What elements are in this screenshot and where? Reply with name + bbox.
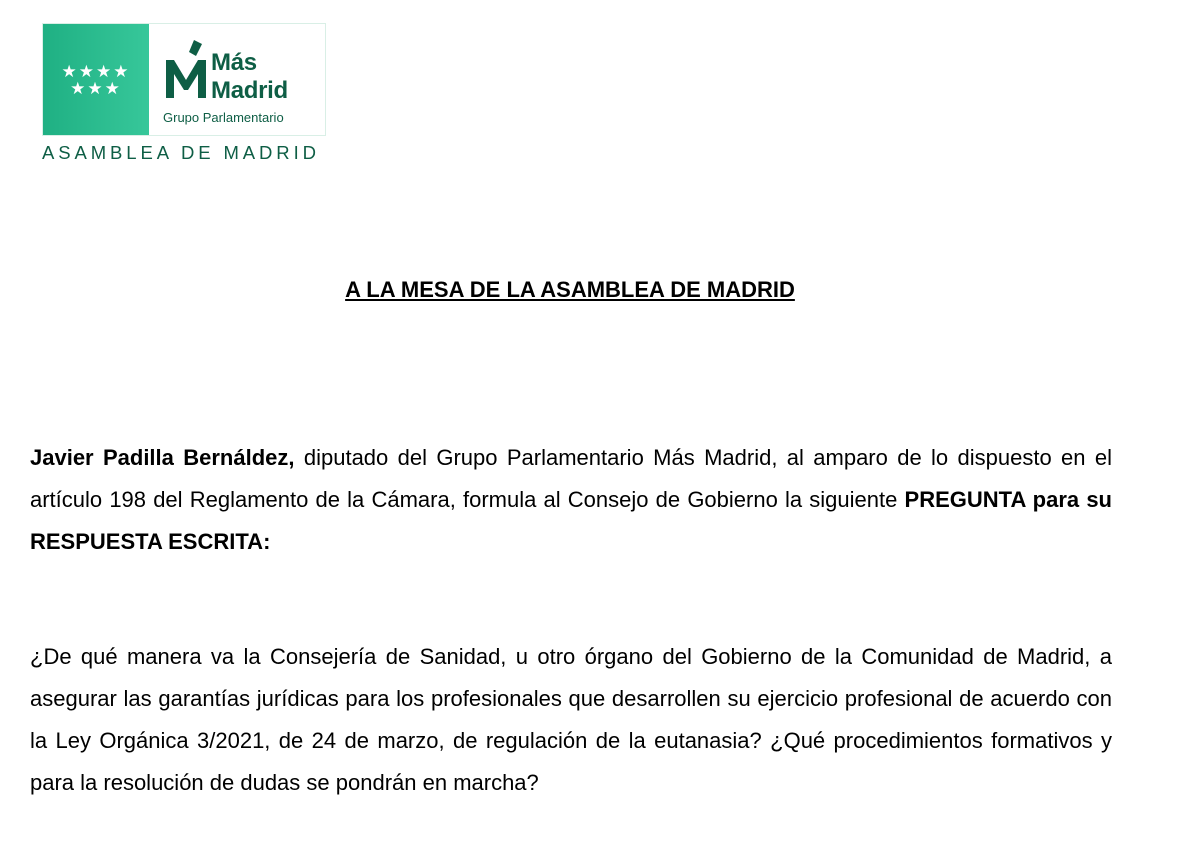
logo-mas: Más <box>211 49 257 76</box>
logo-green-panel <box>43 24 149 135</box>
logo-madrid: Madrid <box>211 77 288 104</box>
stars-icon: ★★★★ ★★★ <box>61 61 131 98</box>
logo-group-label: Grupo Parlamentario <box>163 110 284 125</box>
document-title: A LA MESA DE LA ASAMBLEA DE MADRID <box>345 277 795 302</box>
logo-text-panel <box>149 24 325 135</box>
mas-madrid-logo <box>42 23 326 136</box>
logo-assembly-label: ASAMBLEA DE MADRID <box>42 142 320 163</box>
intro-text: diputado del Grupo Parlamentario Más Madrid, al amparo de lo dispuesto en el artículo 198 del Reglamento de la Cámara, formula al Consejo de Gobierno la siguiente <box>30 445 1112 512</box>
intro-paragraph <box>30 437 1112 563</box>
request-type: PREGUNTA para su RESPUESTA ESCRITA: <box>30 487 1112 554</box>
deputy-name: Javier Padilla Bernáldez, <box>30 445 295 470</box>
m-mark-icon <box>164 38 208 100</box>
question-paragraph: ¿De qué manera va la Consejería de Sanidad, u otro órgano del Gobierno de la Comunidad de Madrid, a asegurar las garantías jurídicas para los profesionales que desarrollen su ejercicio profesional de acuerdo con la Ley Orgánica 3/2021, de 24 de marzo, de regulación de la eutanasia? ¿Qué procedimientos formativos y para la resolución de dudas se pondrán en marcha? <box>30 644 1112 795</box>
